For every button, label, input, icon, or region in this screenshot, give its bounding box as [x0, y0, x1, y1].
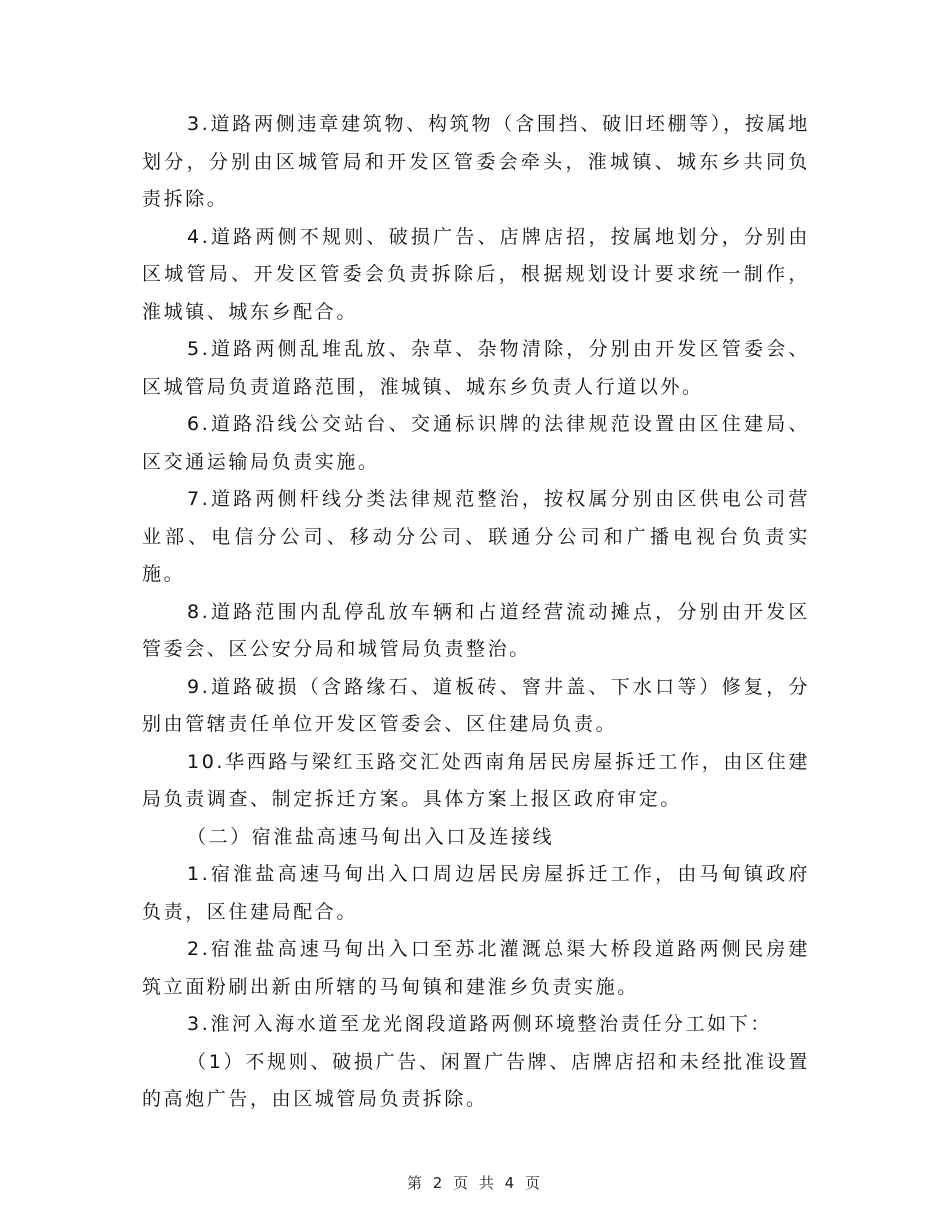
paragraph: 8.道路范围内乱停乱放车辆和占道经营流动摊点，分别由开发区管委会、区公安分局和城管局负责整治。 [142, 600, 810, 660]
section-heading: （二）宿淮盐高速马甸出入口及连接线 [187, 825, 555, 848]
paragraph: 7.道路两侧杆线分类法律规范整治，按权属分别由区供电公司营业部、电信分公司、移动分公司、联通分公司和广播电视台负责实施。 [142, 488, 810, 585]
paragraph: （1）不规则、破损广告、闲置广告牌、店牌店招和未经批准设置的高炮广告，由区城管局负责拆除。 [142, 1050, 810, 1110]
paragraph: 1.宿淮盐高速马甸出入口周边居民房屋拆迁工作，由马甸镇政府负责，区住建局配合。 [142, 863, 810, 923]
paragraph: 10.华西路与梁红玉路交汇处西南角居民房屋拆迁工作，由区住建局负责调查、制定拆迁方案。具体方案上报区政府审定。 [142, 750, 810, 810]
document-body [142, 106, 810, 1119]
paragraph: 6.道路沿线公交站台、交通标识牌的法律规范设置由区住建局、区交通运输局负责实施。 [142, 413, 810, 473]
paragraph: 3.淮河入海水道至龙光阁段道路两侧环境整治责任分工如下： [187, 1013, 772, 1035]
paragraph: 5.道路两侧乱堆乱放、杂草、杂物清除，分别由开发区管委会、区城管局负责道路范围，淮城镇、城东乡负责人行道以外。 [142, 338, 810, 398]
page-footer [0, 1172, 950, 1193]
paragraph: 3.道路两侧违章建筑物、构筑物（含围挡、破旧坯棚等），按属地划分，分别由区城管局和开发区管委会牵头，淮城镇、城东乡共同负责拆除。 [142, 113, 810, 210]
paragraph: 2.宿淮盐高速马甸出入口至苏北灌溉总渠大桥段道路两侧民房建筑立面粉刷出新由所辖的马甸镇和建淮乡负责实施。 [142, 938, 810, 998]
page-number: 第 2 页 共 4 页 [407, 1174, 543, 1192]
paragraph: 9.道路破损（含路缘石、道板砖、窨井盖、下水口等）修复，分别由管辖责任单位开发区管委会、区住建局负责。 [142, 675, 810, 735]
paragraph: 4.道路两侧不规则、破损广告、店牌店招，按属地划分，分别由区城管局、开发区管委会负责拆除后，根据规划设计要求统一制作，淮城镇、城东乡配合。 [142, 225, 810, 323]
